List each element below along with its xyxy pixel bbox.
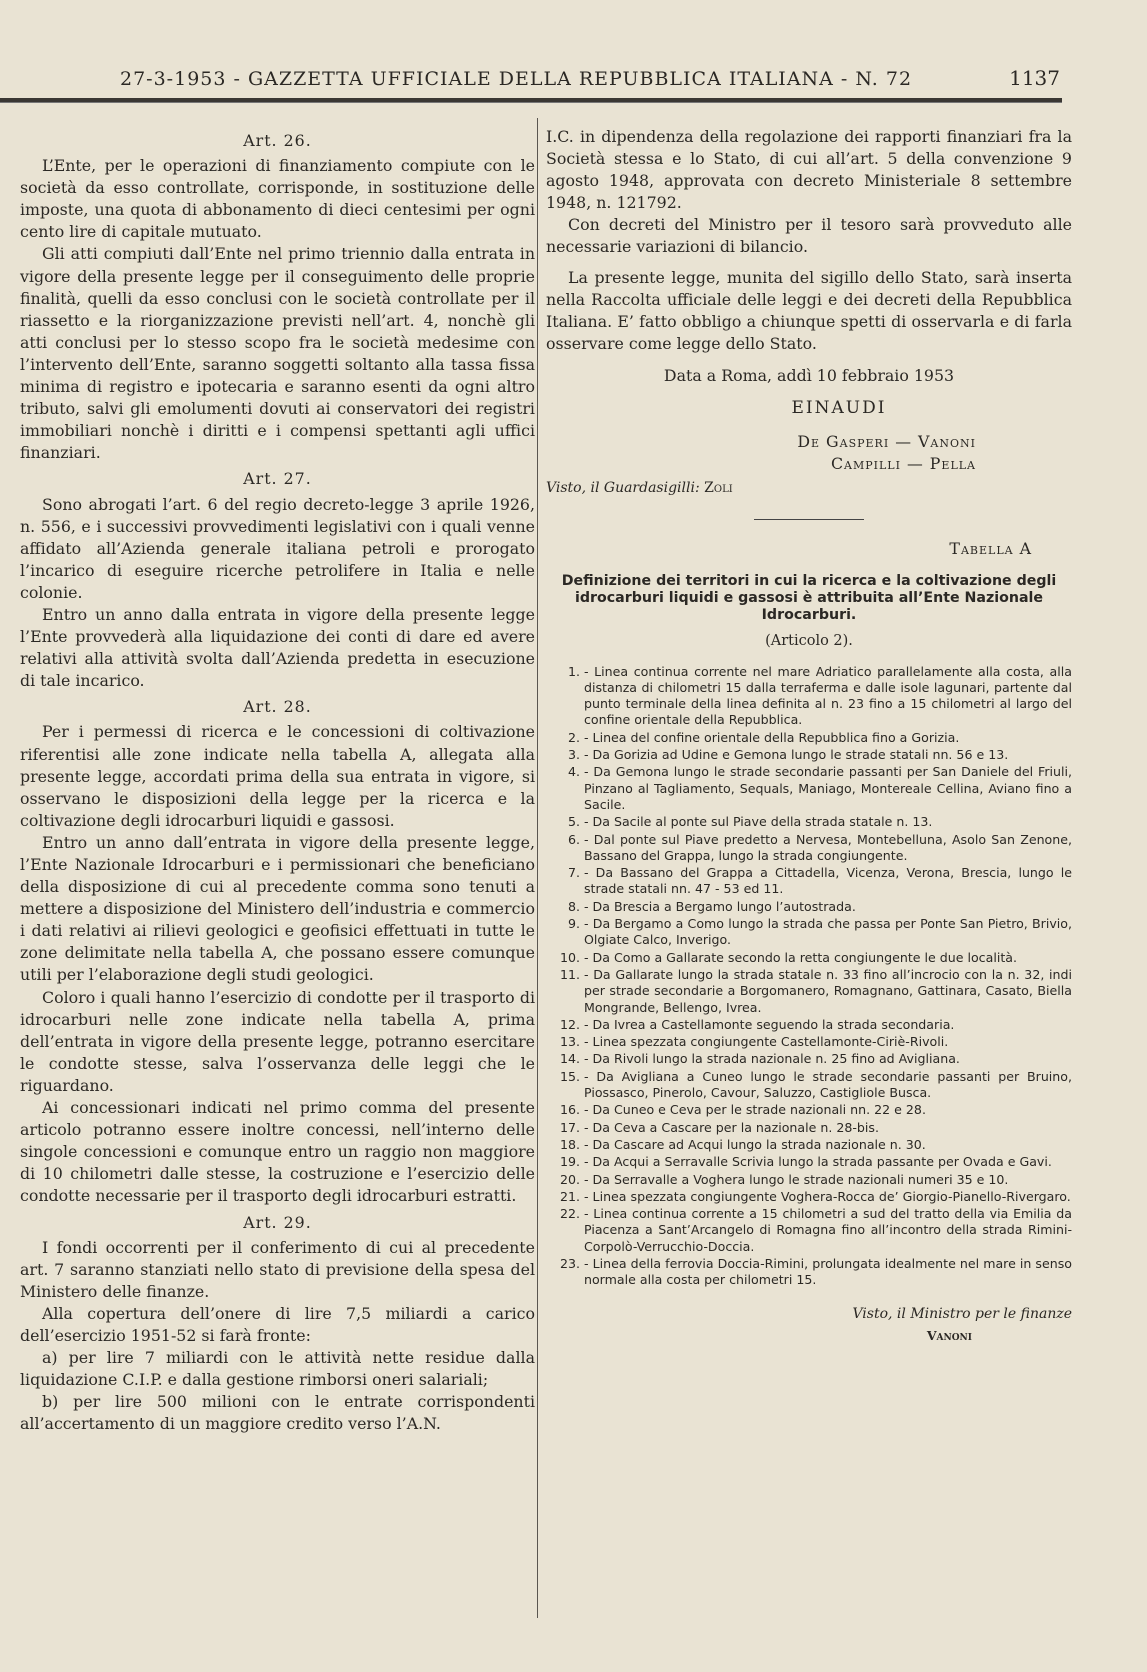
list-item [546, 814, 1072, 830]
right-column [546, 126, 1072, 1347]
ministers-line-1: De Gasperi — Vanoni [797, 432, 976, 452]
list-item-text: - Da Gemona lungo le strade secondarie passanti per San Daniele del Friuli, Pinzano al Tagliamento, Sequals, Maniago, Montereale Cellina, Aviano fino a Sacile. [584, 764, 1072, 812]
list-item-text: - Da Como a Gallarate secondo la retta congiungente le due località. [584, 949, 1017, 965]
visa-label: Visto, il Ministro per le finanze [852, 1305, 1072, 1322]
paragraph: L’Ente, per le operazioni di finanziamento compiute con le società da esso controllate, corrisponde, in sostituzione delle imposte, una quota di abbonamento di dieci centesimi per ogni cento lire di capitale mutuato. [20, 156, 535, 242]
list-item [546, 1120, 1072, 1136]
left-column [20, 126, 535, 1435]
list-item-number: 8. [567, 898, 580, 914]
list-item-number: 22. [559, 1206, 580, 1222]
list-item [546, 1189, 1072, 1205]
list-item-number: 6. [567, 831, 580, 847]
list-item [546, 950, 1072, 966]
list-item [546, 832, 1072, 865]
list-item-number: 14. [559, 1051, 580, 1067]
table-label: Tabella A [949, 539, 1032, 559]
list-item-number: 13. [559, 1034, 580, 1050]
list-item [546, 1051, 1072, 1067]
list-item-text: - Linea spezzata congiungente Voghera-Rocca de’ Giorgio-Pianello-Rivergaro. [584, 1188, 1071, 1204]
article-heading: Art. 26. [243, 131, 312, 150]
paragraph: b) per lire 500 milioni con le entrate corrispondenti all’accertamento di un maggiore credito verso l’A.N. [20, 1392, 535, 1434]
list-item [546, 764, 1072, 813]
list-item-text: - Da Gallarate lungo la strada statale n. 33 fino all’incrocio con la n. 32, indi per strade secondarie a Borgomanero, Romagnano, Gattinara, Casato, Biella Mongrande, Bellengo, Ivrea. [584, 966, 1072, 1015]
list-item-text: - Da Cascare ad Acqui lungo la strada nazionale n. 30. [584, 1136, 926, 1152]
paragraph: I fondi occorrenti per il conferimento di cui al precedente art. 7 saranno stanziati nello stato di previsione della spesa del Ministero delle finanze. [20, 1237, 535, 1301]
page-number: 1137 [1009, 66, 1060, 90]
list-item-text: - Da Ivrea a Castellamonte seguendo la strada secondaria. [584, 1016, 955, 1032]
list-item-text: - Da Brescia a Bergamo lungo l’autostrada. [584, 898, 856, 914]
list-item-number: 1. [567, 663, 580, 679]
paragraph: Coloro i quali hanno l’esercizio di condotte per il trasporto di idrocarburi nelle zone indicate nella tabella A, prima dell’entrata in vigore della presente legge, potranno esercitare le condotte stesse, salva l’osservanza delle leggi che le riguardano. [20, 987, 535, 1095]
visto-label: Visto, il Guardasigilli: [546, 480, 700, 497]
list-item [546, 1154, 1072, 1170]
list-item-number: 7. [567, 865, 580, 881]
list-item [546, 1137, 1072, 1153]
list-item-text: - Dal ponte sul Piave predetto a Nervesa, Montebelluna, Asolo San Zenone, Bassano del Grappa, lungo la strada congiungente. [584, 831, 1072, 863]
list-item [546, 747, 1072, 763]
list-item [546, 1102, 1072, 1118]
paragraph: La presente legge, munita del sigillo dello Stato, sarà inserta nella Raccolta ufficiale delle leggi e dei decreti della Repubblica Italiana. E’ fatto obbligo a chiunque spetti di osservarla e di farla osservare come legge dello Stato. [546, 267, 1072, 353]
list-item-text: - Da Bassano del Grappa a Cittadella, Vicenza, Verona, Brescia, lungo le strade statali nn. 47 - 53 ed 11. [584, 865, 1072, 897]
list-item-number: 2. [567, 729, 580, 745]
paragraph: Ai concessionari indicati nel primo comma del presente articolo potranno essere inoltre concessi, nell’interno delle singole concessioni e comunque entro un raggio non maggiore di 10 chilometri dalle stesse, la costruzione e l’esercizio delle condotte necessarie per il trasporto degli idrocarburi estratti. [20, 1098, 535, 1206]
list-item [546, 916, 1072, 949]
paragraph: Con decreti del Ministro per il tesoro sarà provveduto alle necessarie variazioni di bilancio. [546, 215, 1072, 257]
table-title: Definizione dei territori in cui la ricerca e la coltivazione degli idrocarburi liquidi e gassosi è attribuita all’Ente Nazionale Idrocarburi. [561, 572, 1057, 623]
list-item [546, 1206, 1072, 1255]
list-item-number: 20. [559, 1171, 580, 1187]
president-signature: EINAUDI [791, 398, 887, 419]
list-item-text: - Da Avigliana a Cuneo lungo le strade secondarie passanti per Bruino, Piossasco, Pinerolo, Cavour, Saluzzo, Castigliole Busca. [584, 1068, 1072, 1101]
territory-list [546, 664, 1072, 1289]
header-title: GAZZETTA UFFICIALE DELLA REPUBBLICA ITALIANA - N. 72 [247, 68, 913, 90]
article-heading: Art. 28. [243, 697, 312, 717]
list-item-number: 3. [567, 747, 580, 763]
visto-name: Zoli [704, 480, 733, 497]
list-item-text: - Da Bergamo a Como lungo la strada che passa per Ponte San Pietro, Brivio, Olgiate Calco, Inverigo. [584, 916, 1072, 948]
list-item-number: 16. [559, 1102, 580, 1118]
list-item-text: - Linea del confine orientale della Repubblica fino a Gorizia. [584, 729, 960, 745]
list-item [546, 1172, 1072, 1188]
finance-minister-visa [546, 1303, 1072, 1325]
header-date: 27-3-1953 [120, 68, 227, 90]
list-item-text: - Da Acqui a Serravalle Scrivia lungo la strada passante per Ovada e Gavi. [584, 1154, 1052, 1170]
list-item [546, 967, 1072, 1016]
list-item-text: - Linea spezzata congiungente Castellamonte-Ciriè-Rivoli. [584, 1034, 949, 1050]
visa-name: Vanoni [926, 1327, 972, 1343]
article-heading: Art. 27. [243, 469, 312, 489]
list-item [546, 730, 1072, 746]
paragraph: a) per lire 7 miliardi con le attività nette residue dalla liquidazione C.I.P. e dalla gestione rimborsi oneri salariali; [20, 1348, 535, 1390]
list-item-text: - Linea della ferrovia Doccia-Rimini, prolungata idealmente nel mare in senso normale alla costa per chilometri 15. [584, 1255, 1072, 1288]
list-item-text: - Da Cuneo e Ceva per le strade nazionali nn. 22 e 28. [584, 1102, 926, 1118]
article-reference: (Articolo 2). [765, 632, 853, 649]
list-item-number: 21. [559, 1188, 580, 1204]
header-rule [0, 98, 1062, 103]
page-header: 27-3-1953 - GAZZETTA UFFICIALE DELLA REPUBBLICA ITALIANA - N. 72 1137 [120, 66, 1060, 90]
list-item-number: 15. [559, 1068, 580, 1084]
list-item [546, 1256, 1072, 1289]
list-item [546, 1034, 1072, 1050]
column-divider [537, 118, 538, 1618]
list-item-number: 10. [559, 949, 580, 965]
article-heading: Art. 29. [243, 1212, 312, 1232]
list-item-text: - Da Gorizia ad Udine e Gemona lungo le strade statali nn. 56 e 13. [584, 747, 1009, 763]
list-item-number: 23. [559, 1255, 580, 1271]
list-item-number: 4. [567, 764, 580, 780]
list-item-number: 9. [567, 916, 580, 932]
list-item [546, 1069, 1072, 1102]
paragraph: Gli atti compiuti dall’Ente nel primo triennio dalla entrata in vigore della presente legge per il conseguimento delle proprie finalità, quelli da esso conclusi con le società controllate per il riassetto e la riorganizzazione previsti nell’art. 4, nonchè gli atti conclusi per lo stesso scopo fra le società medesime con l’intervento dell’Ente, saranno soggetti soltanto alla tassa fissa minima di registro e ipotecaria e saranno esenti da ogni altro tributo, salvi gli emolumenti dovuti ai conservatori dei registri immobiliari nonchè i diritti e i compensi spettanti agli uffici finanziari. [20, 244, 535, 463]
list-item-text: - Da Serravalle a Voghera lungo le strade nazionali numeri 35 e 10. [584, 1171, 1009, 1187]
ministers-line-2: Campilli — Pella [830, 454, 976, 474]
list-item-text: - Linea continua corrente nel mare Adriatico parallelamente alla costa, alla distanza di chilometri 15 dalla terraferma e dalle isole lagunari, partente dal punto terminale della linea definita al n. 23 fino a 15 chilometri al largo del confine orientale della Repubblica. [584, 663, 1072, 728]
list-item-text: - Da Sacile al ponte sul Piave della strada statale n. 13. [584, 814, 933, 830]
list-item [546, 664, 1072, 729]
list-item [546, 899, 1072, 915]
paragraph: Entro un anno dall’entrata in vigore della presente legge, l’Ente Nazionale Idrocarburi e i permissionari che beneficiano della disposizione di cui al precedente comma sono tenuti a mettere a disposizione del Ministero dell’industria e commercio i dati relativi ai rilievi geologici e geofisici effettuati in tutte le zone delimitate nella tabella A, che possano essere comunque utili per l’elaborazione degli studi geologici. [20, 832, 535, 985]
list-item-number: 19. [559, 1154, 580, 1170]
list-item-number: 11. [559, 966, 580, 982]
guardasigilli-line [546, 477, 1072, 499]
paragraph: I.C. in dipendenza della regolazione dei rapporti finanziari fra la Società stessa e lo Stato, di cui all’art. 5 della convenzione 9 agosto 1948, approvata con decreto Ministeriale 8 settembre 1948, n. 121792. [546, 127, 1072, 213]
list-item-number: 18. [559, 1136, 580, 1152]
paragraph: Alla copertura dell’onere di lire 7,5 miliardi a carico dell’esercizio 1951-52 si farà fronte: [20, 1303, 535, 1345]
list-item-number: 12. [559, 1016, 580, 1032]
list-item [546, 865, 1072, 898]
list-item-number: 5. [567, 814, 580, 830]
separator [754, 519, 864, 520]
list-item-text: - Linea continua corrente a 15 chilometri a sud del tratto della via Emilia da Piacenza a Sant’Arcangelo di Romagna fino all’incontro della strada Rimini-Corpolò-Verrucchio-Doccia. [584, 1206, 1072, 1254]
list-item [546, 1017, 1072, 1033]
list-item-text: - Da Ceva a Cascare per la nazionale n. 28-bis. [584, 1119, 879, 1135]
list-item-text: - Da Rivoli lungo la strada nazionale n. 25 fino ad Avigliana. [584, 1051, 960, 1067]
list-item-number: 17. [559, 1119, 580, 1135]
paragraph: Per i permessi di ricerca e le concessioni di coltivazione riferentisi alle zone indicate nella tabella A, allegata alla presente legge, accordati prima della sua entrata in vigore, si osservano le disposizioni della legge per la ricerca e la coltivazione degli idrocarburi liquidi e gassosi. [20, 722, 535, 830]
paragraph: Entro un anno dalla entrata in vigore della presente legge l’Ente provvederà alla liquidazione dei conti di dare ed avere relativi alla attività svolta dall’Azienda predetta in esecuzione di tale incarico. [20, 604, 535, 691]
date-line: Data a Roma, addì 10 febbraio 1953 [663, 365, 955, 385]
paragraph: Sono abrogati l’art. 6 del regio decreto-legge 3 aprile 1926, n. 556, e i successivi provvedimenti legislativi con i quali venne affidato all’Azienda generale italiana petroli e prorogato l’incarico di eseguire ricerche petrolifere in Italia e nelle colonie. [20, 494, 535, 602]
